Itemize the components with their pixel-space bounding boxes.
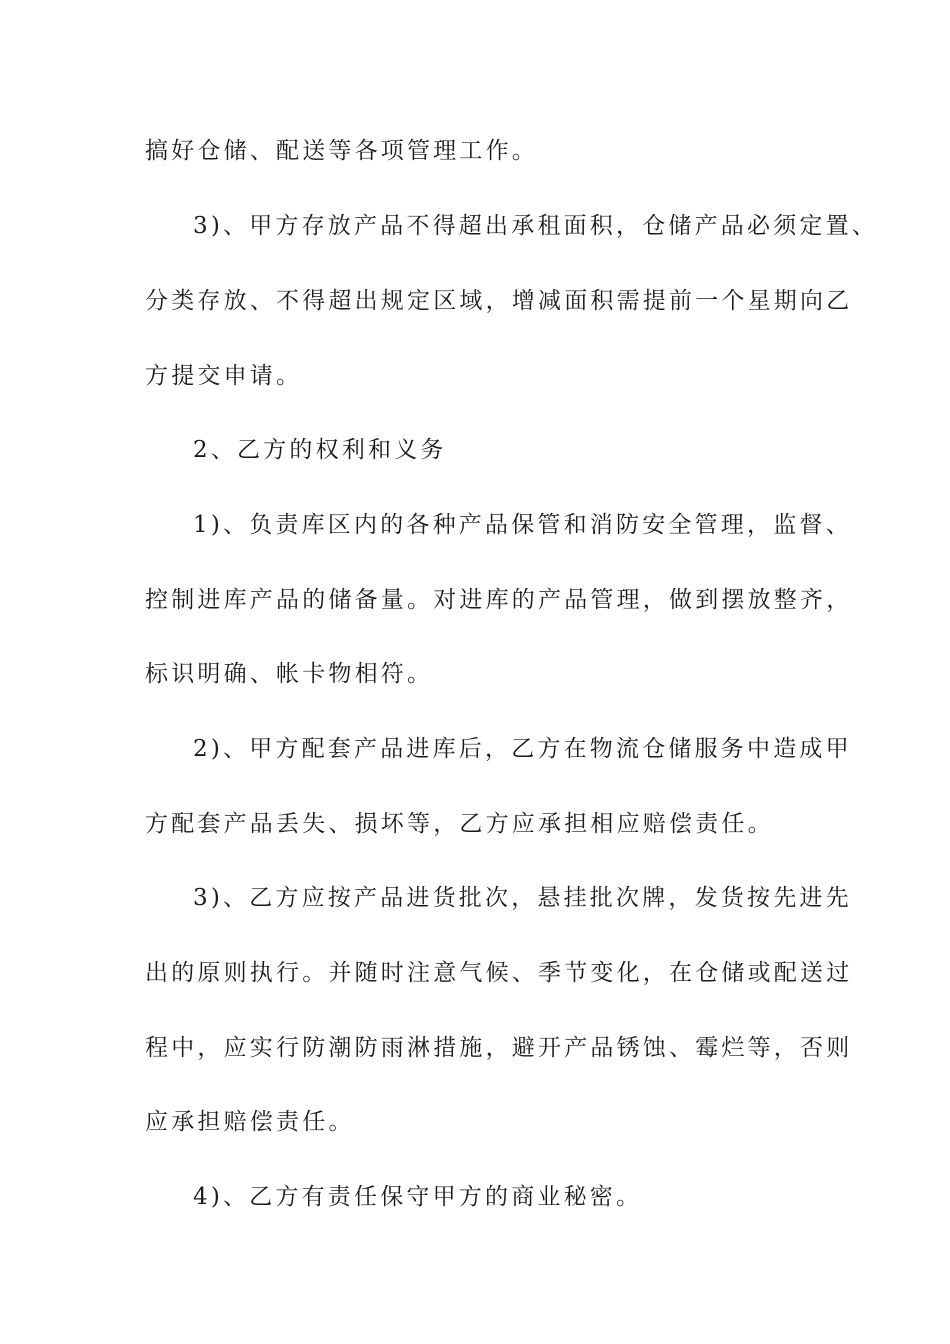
- text-line: 标识明确、帐卡物相符。: [145, 661, 434, 687]
- text-line: 搞好仓储、配送等各项管理工作。: [145, 138, 538, 164]
- text-line: 分类存放、不得超出规定区域，增减面积需提前一个星期向乙: [145, 288, 853, 314]
- text-line: 4)、乙方有责任保守甲方的商业秘密。: [193, 1184, 643, 1210]
- text-line: 控制进库产品的储备量。对进库的产品管理，做到摆放整齐，: [145, 587, 853, 613]
- text-line: 程中，应实行防潮防雨淋措施，避开产品锈蚀、霉烂等，否则: [145, 1035, 853, 1061]
- text-line: 方配套产品丢失、损坏等，乙方应承担相应赔偿责任。: [145, 811, 774, 837]
- text-line: 出的原则执行。并随时注意气候、季节变化，在仓储或配送过: [145, 960, 853, 986]
- text-line: 3)、甲方存放产品不得超出承租面积，仓储产品必须定置、: [193, 213, 879, 239]
- text-line: 2)、甲方配套产品进库后，乙方在物流仓储服务中造成甲: [193, 736, 852, 762]
- text-line: 应承担赔偿责任。: [145, 1109, 355, 1135]
- section-heading: 2、乙方的权利和义务: [193, 437, 447, 463]
- text-line: 方提交申请。: [145, 363, 303, 389]
- text-line: 1)、负责库区内的各种产品保管和消防安全管理，监督、: [193, 512, 852, 538]
- text-line: 3)、乙方应按产品进货批次，悬挂批次牌，发货按先进先: [193, 885, 852, 911]
